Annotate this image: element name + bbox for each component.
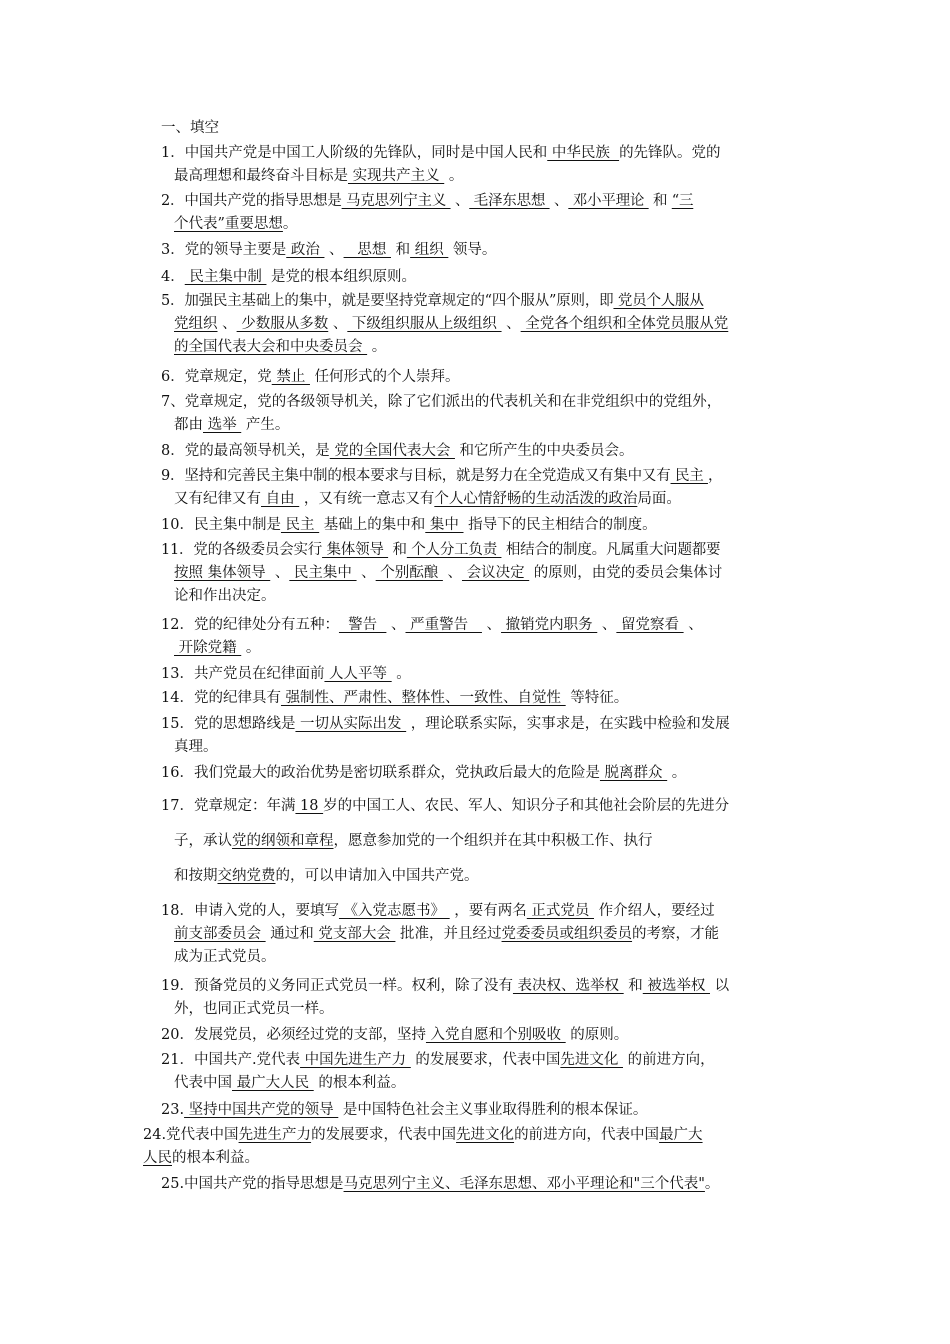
question-text: 23. [161, 1102, 185, 1118]
question-text: 。 [367, 339, 387, 355]
question-item [161, 266, 816, 289]
question-text: 产生。 [241, 417, 290, 433]
answer-blank: 先进文化 [560, 1052, 623, 1068]
answer-blank: 先进生产力 [238, 1127, 312, 1143]
answer-blank: 中华民族 [547, 145, 620, 161]
question-text: 基础上的集中和 [319, 517, 426, 533]
question-text: 岁的中国工人、农民、军人、知识分子和其他社会阶层的先进分 [323, 798, 730, 814]
answer-blank: 组织 [410, 242, 449, 258]
question-text: 和 [391, 242, 411, 258]
question-text: 和 [623, 978, 643, 994]
question-text: 和按期 [174, 868, 218, 884]
question-text: 作介绍人，要经过 [594, 903, 715, 919]
question-text: 。 [444, 168, 464, 184]
answer-blank: 政治 [286, 242, 325, 258]
question-text: 任何形式的个人崇拜。 [309, 369, 460, 385]
question-text: 相结合的制度。凡属重大问题都要 [501, 542, 721, 558]
question-text: 、 [356, 565, 376, 581]
question-text: 成为正式党员。 [174, 949, 276, 965]
question-line [161, 687, 816, 710]
answer-blank: 人人平等 [324, 666, 392, 682]
question-text: 9．坚持和完善民主集中制的根本要求与目标，就是努力在全党造成又有集中又有 [161, 468, 671, 484]
question-text: 是中国特色社会主义事业取得胜利的根本保证。 [338, 1102, 648, 1118]
question-line [161, 562, 816, 585]
question-text: 的前进方向， [623, 1052, 715, 1068]
question-text: 的根本利益。 [172, 1150, 259, 1166]
question-text: 、 [324, 242, 344, 258]
question-text: 14．党的纪律具有 [161, 690, 281, 706]
question-item [161, 539, 816, 608]
question-text: 的发展要求，代表中国 [311, 1127, 457, 1143]
question-text: 、 [501, 316, 521, 332]
answer-blank: 党支部大会 [313, 926, 396, 942]
question-line [161, 239, 816, 262]
answer-blank: 《入党志愿书》 [338, 903, 450, 919]
question-line [161, 213, 816, 236]
answer-blank: 表决权、选举权 [512, 978, 624, 994]
question-text: 等特征。 [565, 690, 629, 706]
question-text: ，要有两名 [449, 903, 527, 919]
answer-blank: 警告 [338, 617, 387, 633]
question-line [161, 290, 816, 313]
question-text: 领导。 [448, 242, 497, 258]
question-line [161, 614, 816, 637]
question-line [161, 1173, 816, 1196]
question-line [161, 440, 816, 463]
question-text: 。 [282, 216, 298, 232]
answer-blank: 党委委员或组织委员 [501, 926, 633, 942]
question-text: 真理。 [174, 739, 218, 755]
question-text: 。 [704, 1176, 720, 1192]
answer-blank: 邓小平理论 [568, 193, 649, 209]
question-item [161, 762, 816, 785]
question-line [161, 762, 816, 785]
answer-blank: 民主集中 [289, 565, 357, 581]
question-item [161, 239, 816, 262]
question-line [161, 1072, 816, 1095]
question-line [161, 1049, 816, 1072]
answer-blank: 思想 [343, 242, 391, 258]
question-text: 5．加强民主基础上的集中，就是要坚持党章规定的“四个服从”原则，即 [161, 293, 614, 309]
question-text: 的原则。 [565, 1027, 629, 1043]
question-text: ，理论联系实际，实事求是，在实践中检验和发展 [406, 716, 730, 732]
question-text: 1．中国共产党是中国工人阶级的先锋队，同时是中国人民和 [161, 145, 548, 161]
question-text: 外，也同正式党员一样。 [174, 1001, 334, 1017]
answer-blank: 18 [295, 798, 324, 814]
question-line [143, 1124, 823, 1147]
question-item [161, 713, 816, 759]
question-text: 代表中国 [174, 1075, 232, 1091]
question-line [161, 946, 816, 969]
question-item [161, 514, 816, 537]
question-line [161, 923, 816, 946]
question-text: 、 [217, 316, 237, 332]
question-text: 。 [391, 666, 411, 682]
question-text: 通过和 [265, 926, 314, 942]
question-text: 的考察，才能 [632, 926, 720, 942]
question-text: 11．党的各级委员会实行 [161, 542, 323, 558]
question-text: 20．发展党员，必须经过党的支部，坚持 [161, 1027, 426, 1043]
question-text: 论和作出决定。 [174, 588, 276, 604]
answer-blank: 的全国代表大会和中央委员会 [174, 339, 368, 355]
answer-blank: 党的纲领和章程 [232, 833, 334, 849]
answer-blank: 中国先进生产力 [300, 1052, 411, 1068]
question-line [161, 414, 816, 437]
question-line [161, 975, 816, 998]
question-line [161, 663, 816, 686]
answer-blank: 马克思列宁主义、毛泽东思想、邓小平理论和"三个代表" [343, 1176, 705, 1192]
question-text: 局面。 [637, 491, 681, 507]
question-item [161, 440, 816, 463]
question-text: 4． [161, 269, 185, 285]
question-line [143, 1147, 823, 1170]
question-text: 、 [386, 617, 406, 633]
question-item [161, 1173, 816, 1196]
question-text: 的发展要求，代表中国 [410, 1052, 561, 1068]
question-item [161, 614, 816, 660]
answer-blank: 全党各个组织和全体党员服从党 [520, 316, 729, 332]
question-text: 批准，并且经过 [395, 926, 502, 942]
answer-blank: 个代表”重要思想 [174, 216, 283, 232]
question-line [161, 313, 816, 336]
question-text: 18．申请入党的人，要填写 [161, 903, 339, 919]
question-text: 、 [450, 193, 470, 209]
answer-blank: 毛泽东思想 [469, 193, 550, 209]
question-text: 7、党章规定，党的各级领导机关，除了它们派出的代表机关和在非党组织中的党组外， [161, 394, 722, 410]
answer-blank: 留党察看 [616, 617, 684, 633]
question-text: 10．民主集中制是 [161, 517, 281, 533]
answer-blank: 坚持中国共产党的领导 [184, 1102, 339, 1118]
question-text: 的前进方向，代表中国 [514, 1127, 660, 1143]
question-item [161, 663, 816, 686]
answer-blank: 撤销党内职务 [501, 617, 598, 633]
answer-blank: 严重警告 [405, 617, 482, 633]
answer-blank: 禁止 [271, 369, 310, 385]
answer-blank: 个人心情舒畅的生动活泼的政治 [434, 491, 638, 507]
question-text: 、 [328, 316, 348, 332]
question-item [161, 290, 816, 359]
question-text: ，又有统一意志又有 [299, 491, 435, 507]
question-item [161, 687, 816, 710]
question-text: 21．中国共产.党代表 [161, 1052, 301, 1068]
section-heading: 一、填空 [161, 120, 219, 136]
question-item [161, 975, 816, 1021]
answer-blank: 民主 [280, 517, 320, 533]
answer-blank: 马克思列宁主义 [341, 193, 451, 209]
answer-blank: 个别酝酿 [375, 565, 443, 581]
question-text: 的原则，由党的委员会集体讨 [529, 565, 723, 581]
question-text: 、 [270, 565, 290, 581]
question-text: 都由 [174, 417, 203, 433]
question-item [161, 465, 816, 511]
question-text: 的根本利益。 [313, 1075, 406, 1091]
answer-blank: 实现共产主义 [348, 168, 445, 184]
answer-blank: 一切从实际出发 [295, 716, 407, 732]
question-line [161, 391, 816, 414]
question-line [161, 713, 816, 736]
question-text: 子，承认 [174, 833, 232, 849]
question-line [161, 736, 816, 759]
question-text: 16．我们党最大的政治优势是密切联系群众，党执政后最大的危险是 [161, 765, 600, 781]
question-text: 2．中国共产党的指导思想是 [161, 193, 342, 209]
question-text: 6．党章规定，党 [161, 369, 272, 385]
question-item [161, 1024, 816, 1047]
question-line [161, 366, 816, 389]
question-text: ， [707, 468, 723, 484]
question-line [161, 165, 816, 188]
question-text: 以 [710, 978, 730, 994]
question-line [161, 465, 816, 488]
answer-blank: 党组织 [174, 316, 218, 332]
answer-blank: “三 [671, 193, 694, 209]
answer-blank: 民主 [670, 468, 708, 484]
question-text: 24.党代表中国 [143, 1127, 239, 1143]
question-text: ，愿意参加党的一个组织并在其中积极工作、执行 [333, 833, 653, 849]
answer-blank: 最广大人民 [232, 1075, 314, 1091]
question-text: 、 [481, 617, 502, 633]
question-line [161, 1024, 816, 1047]
question-item [161, 190, 816, 236]
question-item [161, 1099, 816, 1122]
answer-blank: 开除党籍 [174, 640, 242, 656]
question-item [161, 366, 816, 389]
question-item [161, 391, 816, 437]
question-line [161, 142, 816, 165]
question-text: 和 [648, 193, 672, 209]
answer-blank: 会议决定 [461, 565, 530, 581]
question-line [161, 488, 816, 511]
question-text: 的先锋队。党的 [619, 145, 721, 161]
question-line [161, 266, 816, 289]
question-item [161, 900, 816, 969]
question-text: 12．党的纪律处分有五种： [161, 617, 339, 633]
question-line [161, 1099, 816, 1122]
answer-blank: 集体领导 [322, 542, 389, 558]
answer-blank: 人民 [143, 1150, 172, 1166]
question-text: 19．预备党员的义务同正式党员一样。权利，除了没有 [161, 978, 513, 994]
question-text: 。 [667, 765, 687, 781]
answer-blank: 民主集中制 [184, 269, 267, 285]
question-line [161, 539, 816, 562]
answer-blank: 党的全国代表大会 [329, 443, 455, 459]
question-text: 25.中国共产党的指导思想是 [161, 1176, 344, 1192]
answer-blank: 集中 [425, 517, 464, 533]
question-line [161, 514, 816, 537]
question-text: 和 [388, 542, 407, 558]
answer-blank: 最广大 [659, 1127, 703, 1143]
question-text: 指导下的民主相结合的制度。 [463, 517, 657, 533]
question-line [161, 789, 816, 824]
question-line [161, 998, 816, 1021]
question-text: 是党的根本组织原则。 [266, 269, 417, 285]
answer-blank: 被选举权 [642, 978, 710, 994]
answer-blank: 党员个人服从 [613, 293, 704, 309]
question-text: 、 [597, 617, 617, 633]
answer-blank: 个人分工负责 [406, 542, 502, 558]
question-item [161, 142, 816, 188]
question-text: 、 [549, 193, 569, 209]
answer-blank: 下级组织服从上级组织 [347, 316, 502, 332]
question-item [143, 1124, 823, 1170]
question-text: 最高理想和最终奋斗目标是 [174, 168, 348, 184]
answer-blank: 选举 [203, 417, 242, 433]
question-line [161, 190, 816, 213]
question-text: 。 [241, 640, 261, 656]
question-line [161, 585, 816, 608]
question-text: 15．党的思想路线是 [161, 716, 296, 732]
answer-blank: 交纳党费 [217, 868, 276, 884]
question-text: 17．党章规定：年满 [161, 798, 296, 814]
question-line [161, 859, 816, 894]
question-line [161, 900, 816, 923]
question-text: 和它所产生的中央委员会。 [454, 443, 634, 459]
question-text: 13．共产党员在纪律面前 [161, 666, 325, 682]
question-text: 8．党的最高领导机关，是 [161, 443, 330, 459]
answer-blank: 入党自愿和个别吸收 [425, 1027, 566, 1043]
question-text: 、 [683, 617, 703, 633]
answer-blank: 正式党员 [526, 903, 594, 919]
answer-blank: 前支部委员会 [174, 926, 266, 942]
answer-blank: 强制性、严肃性、整体性、一致性、自觉性 [280, 690, 566, 706]
question-text: 3．党的领导主要是 [161, 242, 287, 258]
answer-blank: 先进文化 [456, 1127, 515, 1143]
question-item [161, 789, 816, 894]
question-text: 的，可以申请加入中国共产党。 [275, 868, 479, 884]
question-line [161, 824, 816, 859]
question-text: 、 [442, 565, 462, 581]
answer-blank: 少数服从多数 [236, 316, 329, 332]
answer-blank: 自由 [261, 491, 300, 507]
question-line [161, 637, 816, 660]
answer-blank: 脱离群众 [599, 765, 668, 781]
answer-blank: 按照 集体领导 [174, 565, 271, 581]
question-text: 又有纪律又有 [174, 491, 261, 507]
question-line [161, 336, 816, 359]
question-item [161, 1049, 816, 1095]
